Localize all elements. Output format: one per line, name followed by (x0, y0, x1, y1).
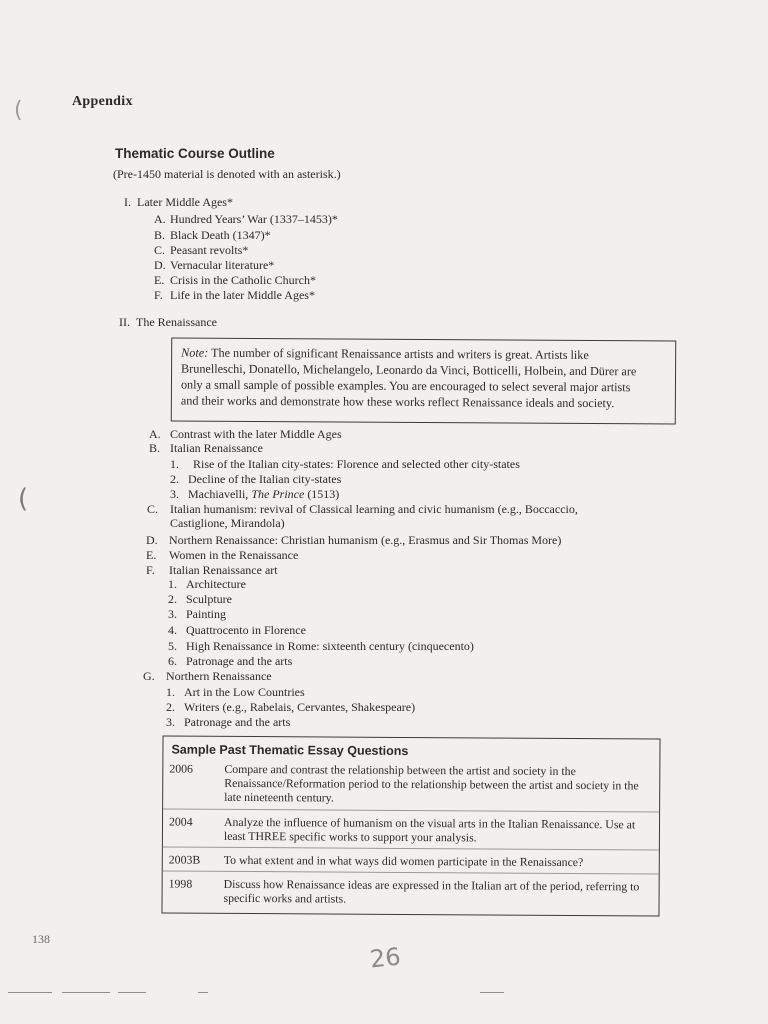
outline-title: Thematic Course Outline (115, 146, 275, 161)
essay-question: Discuss how Renaissance ideas are expressed in the Italian art of the period, referring to specific works and artists. (223, 876, 640, 906)
sub-item: 3. Painting (168, 607, 227, 621)
essay-question: Compare and contrast the relationship between the artist and society in the Renaissance/Reformation period to the relationship between the artist and society in the late nineteenth century. (224, 761, 639, 805)
note-box (171, 337, 677, 424)
essay-year: 2004 (168, 814, 193, 829)
scan-artifact-line (62, 992, 110, 993)
sub-item: 5. High Renaissance in Rome: sixteenth century (cinquecento) (168, 639, 474, 653)
scan-artifact-line (480, 992, 504, 993)
outline-subtitle: (Pre-1450 material is denoted with an asterisk.) (113, 167, 341, 181)
sub-item: 6. Patronage and the arts (168, 654, 293, 668)
essay-questions-box (161, 735, 660, 916)
list-item: C. Italian humanism: revival of Classical learning and civic humanism (e.g., Boccaccio, (147, 502, 578, 516)
list-item: A. Contrast with the later Middle Ages (149, 427, 342, 441)
note-label: Note: (181, 345, 209, 360)
note-line-2: Brunelleschi, Donatello, Michelangelo, Leonardo da Vinci, Botticelli, Holbein, and Dürer are (181, 361, 637, 379)
essay-row (163, 852, 659, 870)
appendix-heading: Appendix (72, 94, 133, 109)
list-item: E. Women in the Renaissance (146, 548, 299, 562)
list-item: F. Italian Renaissance art (146, 563, 278, 577)
scan-artifact-line (118, 992, 146, 993)
section-1-title: Later Middle Ages* (137, 195, 233, 209)
essay-row (163, 761, 659, 805)
sub-item: 1. Architecture (168, 577, 246, 591)
scan-artifact-line (8, 992, 52, 993)
sub-item: 3. Machiavelli, The Prince (1513) (170, 487, 340, 501)
list-item: D. Northern Renaissance: Christian humanism (e.g., Erasmus and Sir Thomas More) (146, 533, 562, 547)
list-item: E. Crisis in the Catholic Church* (154, 273, 316, 287)
list-item-continuation: Castiglione, Mirandola) (170, 516, 285, 530)
essay-year: 2006 (169, 761, 193, 776)
note-line-1: Note: The number of significant Renaissance artists and writers is great. Artists like (181, 345, 589, 363)
section-2-title: The Renaissance (136, 315, 217, 329)
section-2-heading (108, 315, 217, 330)
page-number: 138 (32, 932, 50, 946)
list-item: A. Hundred Years’ War (1337–1453)* (154, 212, 338, 226)
list-item: C. Peasant revolts* (154, 243, 249, 257)
sub-item: 2. Decline of the Italian city-states (170, 472, 342, 486)
row-divider (163, 870, 659, 874)
section-1-number: I. (124, 195, 131, 209)
sub-item: 2. Writers (e.g., Rabelais, Cervantes, Shakespeare) (166, 700, 416, 714)
list-item: D. Vernacular literature* (154, 258, 275, 272)
essay-row (163, 876, 659, 906)
margin-mark-middle: ( (18, 484, 29, 514)
sub-item: 1. Rise of the Italian city-states: Florence and selected other city-states (170, 457, 520, 471)
essay-year: 1998 (168, 876, 193, 891)
note-line-3: only a small sample of possible examples. You are encouraged to select several major artists (180, 377, 631, 395)
handwritten-number: 26 (368, 942, 402, 974)
list-item: G. Northern Renaissance (143, 669, 272, 683)
sub-item: 1. Art in the Low Countries (166, 685, 305, 699)
section-2-number: II. (119, 315, 130, 329)
sub-item: 4. Quattrocento in Florence (168, 623, 306, 637)
row-divider (163, 808, 659, 812)
list-item: F. Life in the later Middle Ages* (154, 288, 315, 302)
list-item: B. Black Death (1347)* (154, 228, 271, 242)
row-divider (163, 846, 659, 850)
sub-item: 3. Patronage and the arts (166, 715, 291, 729)
sub-item: 2. Sculpture (168, 592, 232, 606)
essay-question: To what extent and in what ways did women participate in the Renaissance? (223, 852, 584, 870)
section-1-heading (113, 195, 233, 210)
essay-question: Analyze the influence of humanism on the visual arts in the Italian Renaissance. Use at least THREE specific works to support your analysis. (223, 814, 636, 845)
list-item: B. Italian Renaissance (149, 441, 263, 455)
note-line-4: and their works and demonstrate how these works reflect Renaissance ideals and society. (180, 393, 615, 411)
essay-row (163, 814, 659, 845)
essay-year: 2003B (168, 852, 201, 867)
essay-box-title: Sample Past Thematic Essay Questions (171, 742, 409, 758)
margin-mark-top: ( (14, 98, 23, 123)
scan-artifact-line (198, 992, 208, 993)
